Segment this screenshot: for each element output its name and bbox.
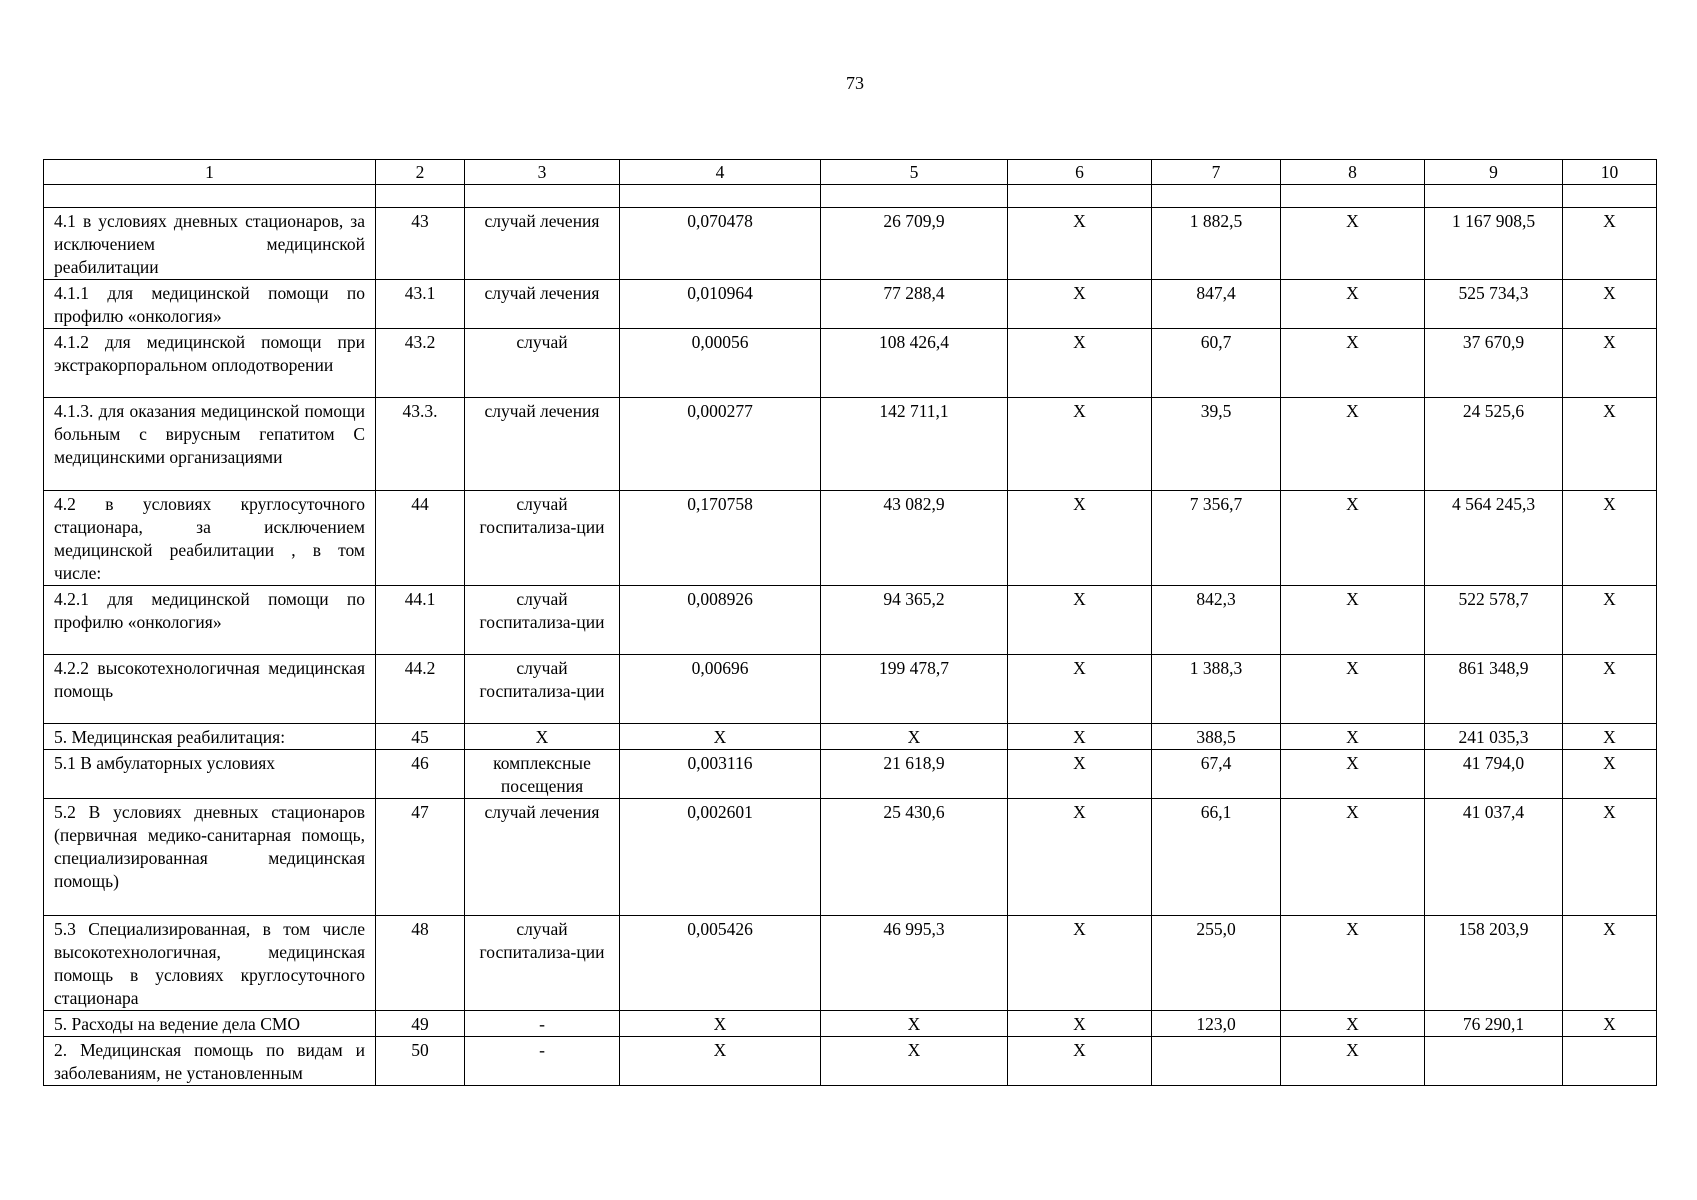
table-cell: X — [1008, 586, 1152, 655]
table-cell: 39,5 — [1152, 398, 1281, 491]
table-cell: X — [1008, 1037, 1152, 1086]
table-cell: 43.3. — [376, 398, 465, 491]
row-label-cell: 5.2 В условиях дневных стационаров (первичная медико-санитарная помощь, специализированная медицинская помощь) — [44, 799, 376, 916]
table-cell: 522 578,7 — [1425, 586, 1563, 655]
table-cell: случай лечения — [465, 799, 620, 916]
table-cell — [1425, 1037, 1563, 1086]
row-label-cell: 4.2.1 для медицинской помощи по профилю «онкология» — [44, 586, 376, 655]
table-cell: 67,4 — [1152, 750, 1281, 799]
table-cell: X — [1281, 1011, 1425, 1037]
table-cell: 1 167 908,5 — [1425, 208, 1563, 280]
table-cell: 0,003116 — [620, 750, 821, 799]
column-header: 3 — [465, 160, 620, 185]
table-cell: 525 734,3 — [1425, 280, 1563, 329]
column-header: 5 — [821, 160, 1008, 185]
table-cell: 25 430,6 — [821, 799, 1008, 916]
table-cell: случай лечения — [465, 280, 620, 329]
table-cell: X — [1563, 586, 1657, 655]
table-cell: случай госпитализа-ции — [465, 916, 620, 1011]
table-row — [44, 586, 1657, 655]
table-cell: X — [1563, 280, 1657, 329]
table-cell: X — [620, 1037, 821, 1086]
table-cell: 0,005426 — [620, 916, 821, 1011]
column-header: 1 — [44, 160, 376, 185]
table-cell: X — [821, 1037, 1008, 1086]
table-cell: X — [620, 1011, 821, 1037]
table-cell: 66,1 — [1152, 799, 1281, 916]
table-cell: 43 — [376, 208, 465, 280]
column-header: 6 — [1008, 160, 1152, 185]
table-cell: X — [1008, 655, 1152, 724]
table-cell: 0,000277 — [620, 398, 821, 491]
table-cell: X — [1281, 491, 1425, 586]
table-cell: X — [1008, 916, 1152, 1011]
table-cell: 142 711,1 — [821, 398, 1008, 491]
table-row — [44, 655, 1657, 724]
empty-cell — [620, 185, 821, 208]
table-cell: 0,010964 — [620, 280, 821, 329]
table-cell — [1152, 1037, 1281, 1086]
table-cell: X — [1281, 208, 1425, 280]
table-cell: X — [1008, 750, 1152, 799]
table-cell: 44 — [376, 491, 465, 586]
page-number: 73 — [846, 73, 864, 93]
empty-cell — [44, 185, 376, 208]
row-label-cell: 4.2.2 высокотехнологичная медицинская помощь — [44, 655, 376, 724]
table-cell: X — [1281, 750, 1425, 799]
empty-cell — [1152, 185, 1281, 208]
table-cell: X — [1281, 655, 1425, 724]
empty-cell — [1008, 185, 1152, 208]
empty-cell — [1563, 185, 1657, 208]
row-label-cell: 2. Медицинская помощь по видам и заболеваниям, не установленным — [44, 1037, 376, 1086]
table-cell: 60,7 — [1152, 329, 1281, 398]
table-cell: 49 — [376, 1011, 465, 1037]
column-header: 9 — [1425, 160, 1563, 185]
table-cell: X — [1563, 329, 1657, 398]
data-table — [43, 159, 1657, 1086]
table-cell: X — [821, 1011, 1008, 1037]
column-header: 4 — [620, 160, 821, 185]
table-cell: случай — [465, 329, 620, 398]
table-cell: 43.1 — [376, 280, 465, 329]
table-cell: 44.2 — [376, 655, 465, 724]
table-cell: 50 — [376, 1037, 465, 1086]
table-cell: 94 365,2 — [821, 586, 1008, 655]
row-label-cell: 4.1.1 для медицинской помощи по профилю «онкология» — [44, 280, 376, 329]
empty-cell — [821, 185, 1008, 208]
table-cell: 0,00056 — [620, 329, 821, 398]
table-cell: 158 203,9 — [1425, 916, 1563, 1011]
table-cell: 241 035,3 — [1425, 724, 1563, 750]
table-cell: - — [465, 1011, 620, 1037]
table-cell: 0,00696 — [620, 655, 821, 724]
table-body — [44, 208, 1657, 1086]
table-row — [44, 208, 1657, 280]
table-cell: 1 882,5 — [1152, 208, 1281, 280]
table-cell: X — [1008, 208, 1152, 280]
table-cell: 108 426,4 — [821, 329, 1008, 398]
table-cell: X — [1563, 1011, 1657, 1037]
table-cell: 77 288,4 — [821, 280, 1008, 329]
table-cell: 26 709,9 — [821, 208, 1008, 280]
table-cell: 1 388,3 — [1152, 655, 1281, 724]
table-cell: случай госпитализа-ции — [465, 491, 620, 586]
empty-cell — [1281, 185, 1425, 208]
table-cell: X — [1281, 398, 1425, 491]
table-cell: X — [1563, 799, 1657, 916]
table-cell: X — [1281, 724, 1425, 750]
table-cell: 842,3 — [1152, 586, 1281, 655]
table-cell: X — [1008, 1011, 1152, 1037]
table-cell: X — [1281, 329, 1425, 398]
table-cell: 41 037,4 — [1425, 799, 1563, 916]
table-cell: 0,002601 — [620, 799, 821, 916]
empty-cell — [465, 185, 620, 208]
table-cell: X — [1563, 208, 1657, 280]
table-cell: 47 — [376, 799, 465, 916]
table-cell: X — [1281, 799, 1425, 916]
table-cell: - — [465, 1037, 620, 1086]
table-cell: 44.1 — [376, 586, 465, 655]
table-cell: 41 794,0 — [1425, 750, 1563, 799]
table-cell: 123,0 — [1152, 1011, 1281, 1037]
table-cell — [1563, 1037, 1657, 1086]
table-cell: X — [1008, 329, 1152, 398]
table-cell: 199 478,7 — [821, 655, 1008, 724]
table-cell: X — [1563, 724, 1657, 750]
column-header: 2 — [376, 160, 465, 185]
table-cell: 0,008926 — [620, 586, 821, 655]
row-label-cell: 5. Расходы на ведение дела СМО — [44, 1011, 376, 1037]
row-label-cell: 4.1 в условиях дневных стационаров, за исключением медицинской реабилитации — [44, 208, 376, 280]
table-cell: случай лечения — [465, 208, 620, 280]
row-label-cell: 5.1 В амбулаторных условиях — [44, 750, 376, 799]
table-cell: X — [1008, 280, 1152, 329]
column-header: 10 — [1563, 160, 1657, 185]
table-cell: X — [1563, 750, 1657, 799]
table-cell: X — [1008, 799, 1152, 916]
table-cell: X — [465, 724, 620, 750]
table-row — [44, 1037, 1657, 1086]
table-cell: комплексные посещения — [465, 750, 620, 799]
table-cell: 43 082,9 — [821, 491, 1008, 586]
table-cell: X — [1281, 916, 1425, 1011]
table-cell: 76 290,1 — [1425, 1011, 1563, 1037]
table-cell: 861 348,9 — [1425, 655, 1563, 724]
table-cell: 46 — [376, 750, 465, 799]
row-label-cell: 4.1.3. для оказания медицинской помощи больным с вирусным гепатитом С медицинскими организациями — [44, 398, 376, 491]
table-row — [44, 916, 1657, 1011]
table-row — [44, 329, 1657, 398]
table-cell: X — [1008, 724, 1152, 750]
table-cell: случай госпитализа-ции — [465, 586, 620, 655]
table-cell: X — [1563, 491, 1657, 586]
table-cell: случай лечения — [465, 398, 620, 491]
empty-cell — [376, 185, 465, 208]
row-label-cell: 5.3 Специализированная, в том числе высокотехнологичная, медицинская помощь в условиях круглосуточного стационара — [44, 916, 376, 1011]
table-cell: X — [1281, 1037, 1425, 1086]
table-row — [44, 491, 1657, 586]
table-cell: 388,5 — [1152, 724, 1281, 750]
table-cell: 0,170758 — [620, 491, 821, 586]
table-row — [44, 750, 1657, 799]
row-label-cell: 4.1.2 для медицинской помощи при экстракорпоральном оплодотворении — [44, 329, 376, 398]
row-label-cell: 5. Медицинская реабилитация: — [44, 724, 376, 750]
table-cell: X — [1281, 586, 1425, 655]
table-cell: 48 — [376, 916, 465, 1011]
table-cell: X — [1563, 916, 1657, 1011]
empty-cell — [1425, 185, 1563, 208]
table-cell: 37 670,9 — [1425, 329, 1563, 398]
column-header: 7 — [1152, 160, 1281, 185]
table-row — [44, 280, 1657, 329]
table-cell: случай госпитализа-ции — [465, 655, 620, 724]
table-cell: 0,070478 — [620, 208, 821, 280]
table-header-row — [44, 160, 1657, 185]
table-cell: 255,0 — [1152, 916, 1281, 1011]
table-row — [44, 799, 1657, 916]
table-cell: 45 — [376, 724, 465, 750]
table-cell: 7 356,7 — [1152, 491, 1281, 586]
table-cell: X — [1008, 491, 1152, 586]
table-cell: 4 564 245,3 — [1425, 491, 1563, 586]
column-header: 8 — [1281, 160, 1425, 185]
table-cell: 43.2 — [376, 329, 465, 398]
table-cell: 24 525,6 — [1425, 398, 1563, 491]
table-cell: X — [1563, 398, 1657, 491]
row-label-cell: 4.2 в условиях круглосуточного стационара, за исключением медицинской реабилитации , в том числе: — [44, 491, 376, 586]
table-cell: 46 995,3 — [821, 916, 1008, 1011]
table-cell: X — [1563, 655, 1657, 724]
table-cell: X — [1008, 398, 1152, 491]
table-cell: X — [1281, 280, 1425, 329]
table-row — [44, 398, 1657, 491]
table-cell: 21 618,9 — [821, 750, 1008, 799]
table-cell: X — [821, 724, 1008, 750]
empty-row — [44, 185, 1657, 208]
table-row — [44, 1011, 1657, 1037]
table-row — [44, 724, 1657, 750]
table-cell: X — [620, 724, 821, 750]
table-cell: 847,4 — [1152, 280, 1281, 329]
